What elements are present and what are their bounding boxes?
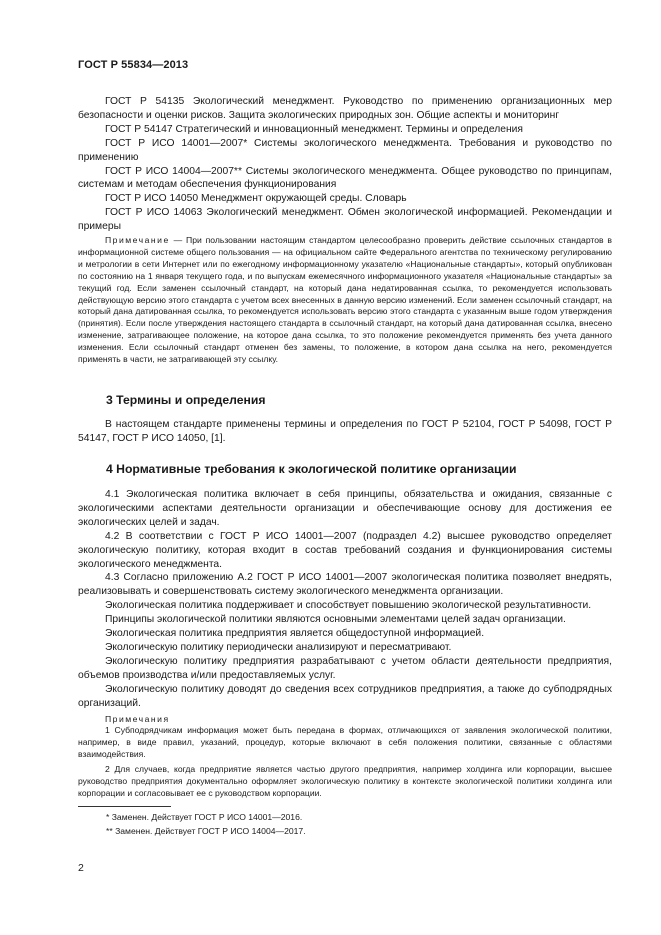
note-label: Примечание (105, 235, 170, 245)
paragraph: Экологическая политика поддерживает и способствует повышению экологической результативности. (105, 600, 592, 612)
section-3-body (78, 418, 612, 446)
note-item: 1 Субподрядчикам информация может быть передана в формах, отличающихся от заявления экологической политики, например, в виде правил, указаний, процедур, которые включают в себя положения политики, связанные с областями взаимодействия. (78, 725, 612, 760)
paragraph: Экологическая политика предприятия является общедоступной информацией. (105, 628, 485, 640)
paragraph: Экологическую политику периодически анализируют и пересматривают. (105, 641, 452, 653)
footnote: ** Заменен. Действует ГОСТ Р ИСО 14004—2017. (106, 826, 306, 836)
reference-item: ГОСТ Р ИСО 14063 Экологический менеджмент. Обмен экологической информацией. Рекомендации и примеры (78, 207, 612, 233)
reference-item: ГОСТ Р 54147 Стратегический и инновационный менеджмент. Термины и определения (105, 123, 524, 135)
reference-item: ГОСТ Р ИСО 14050 Менеджмент окружающей среды. Словарь (105, 193, 407, 205)
reference-item: ГОСТ Р ИСО 14004—2007** Системы экологического менеджмента. Общее руководство по принципам, системам и методам обеспечения функционирования (78, 165, 612, 191)
section-4-heading: 4 Нормативные требования к экологической политике организации (106, 462, 517, 476)
paragraph: 4.2 В соответствии с ГОСТ Р ИСО 14001—2007 (подраздел 4.2) высшее руководство определяет экологическую политику, которая входит в состав требований создания и функционирования системы экологического менеджмента. (78, 530, 612, 570)
paragraph: 4.1 Экологическая политика включает в себя принципы, обязательства и ожидания, связанные с экологическими аспектами деятельности организации и обеспечивающие основу для достижения ее экологических целей и задач. (78, 489, 612, 528)
note-text: — При пользовании настоящим стандартом целесообразно проверить действие ссылочных стандартов в информационной системе общего пользования — на официальном сайте Федерального агентства по техническому регулированию и метрологии в сети Интернет или по ежегодному информационному указателю «Национальные стандарты», который опубликован по состоянию на 1 января текущего года, и по выпускам ежемесячного информационного указателя «Национальные стандарты» за текущий год. Если заменен ссылочный стандарт, на который дана недатированная ссылка, то рекомендуется использовать действующую версию этого стандарта с учетом всех внесенных в данную версию изменений. Если заменен ссылочный стандарт, на который дана датированная ссылка, то рекомендуется использовать версию этого стандарта с указанным выше годом утверждения (принятия). Если после утверждения настоящего стандарта в ссылочный стандарт, на который дана датированная ссылка, внесено изменение, затрагивающее положение, на которое дана ссылка, то это положение рекомендуется применять без учета данного изменения. Если ссылочный стандарт отменен без замены, то положение, в котором дана ссылка на него, рекомендуется применять в части, не затрагивающей эту ссылку. (78, 235, 612, 365)
normative-references-list (78, 95, 612, 234)
section-4-body (78, 488, 612, 800)
note-item: 2 Для случаев, когда предприятие является частью другого предприятия, например холдинга или корпорации, высшее руководство предприятия документально оформляет экологическую политику в контексте экологической политики холдинга или корпорации и согласовывает ее с руководством корпорации. (78, 764, 612, 798)
paragraph: Принципы экологической политики являются основными элементами целей задач организации. (105, 614, 566, 626)
paragraph: 4.3 Согласно приложению А.2 ГОСТ Р ИСО 14001—2007 экологическая политика позволяет внедрять, реализовывать и совершенствовать систему экологического менеджмента организации. (78, 572, 612, 598)
paragraph: Экологическую политику доводят до сведения всех сотрудников предприятия, а также до субподрядных организаций. (78, 683, 612, 709)
paragraph: Экологическую политику предприятия разрабатывают с учетом области деятельности предприятия, объемов производства и/или предоставляемых услуг. (78, 655, 612, 681)
reference-item: ГОСТ Р 54135 Экологический менеджмент. Руководство по применению организационных мер безопасности и оценки рисков. Защита экологических природных зон. Общие аспекты и мониторинг (78, 96, 612, 121)
section-3-heading: 3 Термины и определения (106, 393, 266, 407)
reference-item: ГОСТ Р ИСО 14001—2007* Системы экологического менеджмента. Требования и руководство по применению (78, 137, 612, 163)
notes-label: Примечания (105, 713, 170, 724)
references-note (78, 235, 612, 366)
section-3-text: В настоящем стандарте применены термины и определения по ГОСТ Р 52104, ГОСТ Р 54098, ГОСТ Р 54147, ГОСТ Р ИСО 14050, [1]. (78, 419, 612, 444)
page-number: 2 (78, 862, 84, 874)
footnote-separator (78, 806, 171, 807)
footnote: * Заменен. Действует ГОСТ Р ИСО 14001—2016. (106, 812, 303, 822)
page-header-title: ГОСТ Р 55834—2013 (78, 59, 189, 71)
